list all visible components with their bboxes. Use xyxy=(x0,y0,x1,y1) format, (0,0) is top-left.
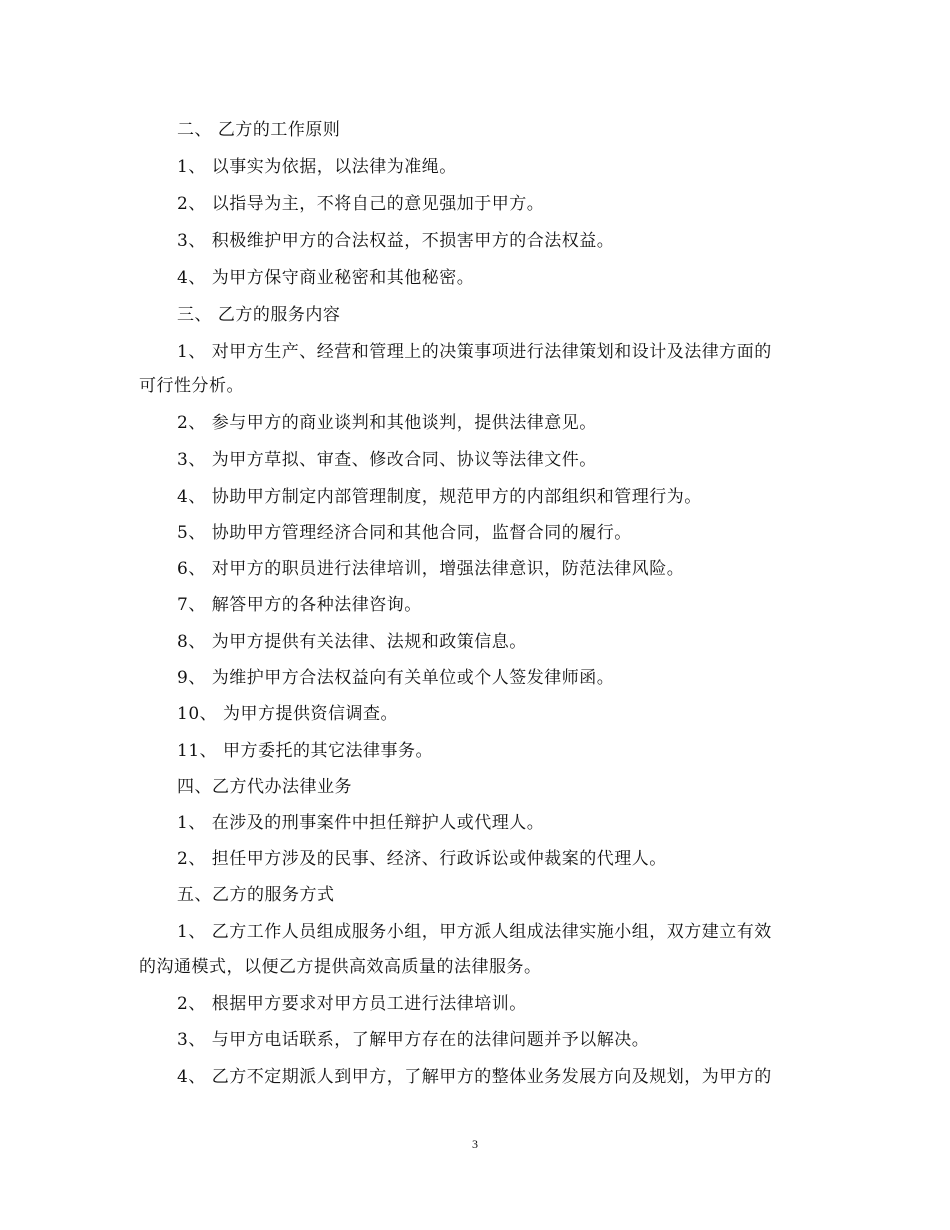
list-item: 1、 在涉及的刑事案件中担任辩护人或代理人。 xyxy=(177,813,545,833)
list-item: 1、 乙方工作人员组成服务小组，甲方派人组成法律实施小组，双方建立有效 xyxy=(177,922,772,942)
list-item: 6、 对甲方的职员进行法律培训，增强法律意识，防范法律风险。 xyxy=(177,559,685,579)
list-item: 2、 根据甲方要求对甲方员工进行法律培训。 xyxy=(177,994,527,1014)
list-item: 7、 解答甲方的各种法律咨询。 xyxy=(177,595,422,615)
list-item: 4、 为甲方保守商业秘密和其他秘密。 xyxy=(177,268,475,288)
section-heading-5: 五、乙方的服务方式 xyxy=(177,885,335,905)
list-item: 11、 甲方委托的其它法律事务。 xyxy=(177,741,434,761)
list-item-continuation: 的沟通模式，以便乙方提供高效高质量的法律服务。 xyxy=(139,957,542,977)
list-item: 1、 对甲方生产、经营和管理上的决策事项进行法律策划和设计及法律方面的 xyxy=(177,342,772,362)
list-item: 3、 为甲方草拟、审查、修改合同、协议等法律文件。 xyxy=(177,450,597,470)
list-item: 10、 为甲方提供资信调查。 xyxy=(177,704,399,724)
list-item: 1、 以事实为依据，以法律为准绳。 xyxy=(177,157,457,177)
list-item: 8、 为甲方提供有关法律、法规和政策信息。 xyxy=(177,632,527,652)
list-item: 2、 参与甲方的商业谈判和其他谈判，提供法律意见。 xyxy=(177,413,597,433)
section-heading-4: 四、乙方代办法律业务 xyxy=(177,777,352,797)
list-item-continuation: 可行性分析。 xyxy=(139,376,244,396)
list-item: 3、 积极维护甲方的合法权益，不损害甲方的合法权益。 xyxy=(177,231,615,251)
list-item: 3、 与甲方电话联系，了解甲方存在的法律问题并予以解决。 xyxy=(177,1030,650,1050)
page-number: 3 xyxy=(472,1137,478,1151)
list-item: 4、 协助甲方制定内部管理制度，规范甲方的内部组织和管理行为。 xyxy=(177,487,702,507)
list-item: 4、 乙方不定期派人到甲方，了解甲方的整体业务发展方向及规划，为甲方的 xyxy=(177,1067,772,1087)
list-item: 9、 为维护甲方合法权益向有关单位或个人签发律师函。 xyxy=(177,668,615,688)
list-item: 2、 担任甲方涉及的民事、经济、行政诉讼或仲裁案的代理人。 xyxy=(177,849,667,869)
list-item: 5、 协助甲方管理经济合同和其他合同，监督合同的履行。 xyxy=(177,523,632,543)
section-heading-3: 三、 乙方的服务内容 xyxy=(177,305,341,325)
list-item: 2、 以指导为主，不将自己的意见强加于甲方。 xyxy=(177,194,545,214)
section-heading-2: 二、 乙方的工作原则 xyxy=(177,120,341,140)
